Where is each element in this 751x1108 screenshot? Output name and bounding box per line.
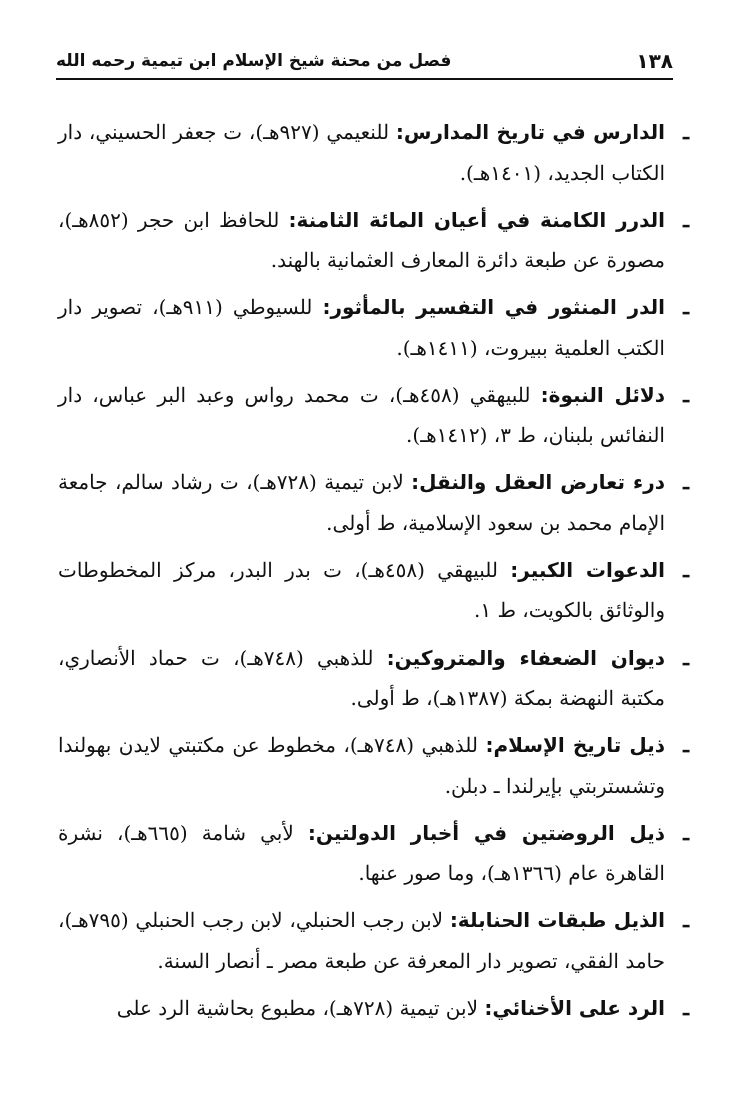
entry-details: لابن تيمية (٧٢٨هـ)، مطبوع بحاشية الرد على — [116, 995, 478, 1020]
entry-details: للنعيمي (٩٢٧هـ)، ت جعفر الحسيني، دار الكتاب الجديد، (١٤٠١هـ). — [58, 120, 665, 185]
entry-marker: ـ — [683, 382, 689, 407]
entry-title: درء تعارض العقل والنقل: — [411, 470, 665, 495]
bibliography-entry — [58, 900, 689, 981]
entry-details: للحافظ ابن حجر (٨٥٢هـ)، مصورة عن طبعة دائرة المعارف العثمانية بالهند. — [58, 207, 665, 273]
entry-title: الدرر الكامنة في أعيان المائة الثامنة: — [288, 207, 666, 232]
bibliography-entry — [58, 638, 689, 719]
entry-marker: ـ — [683, 120, 689, 144]
entry-title: الذيل طبقات الحنابلة: — [449, 908, 666, 933]
entry-marker: ـ — [683, 733, 689, 758]
entry-marker: ـ — [683, 207, 689, 232]
entry-marker: ـ — [683, 557, 689, 582]
entry-details: للبيهقي (٤٥٨هـ)، ت محمد رواس وعبد البر عباس، دار النفائس بلبنان، ط ٣، (١٤١٢هـ). — [58, 382, 665, 448]
bibliography-entry — [58, 112, 689, 193]
bibliography-entry — [58, 813, 689, 894]
entry-details: للذهبي (٧٤٨هـ)، مخطوط عن مكتبتي لايدن بهولندا وتشستربتي بإيرلندا ـ دبلن. — [58, 733, 665, 798]
entry-marker: ـ — [683, 295, 689, 320]
bibliography-entry — [58, 550, 689, 631]
entry-marker: ـ — [683, 470, 689, 495]
entry-marker: ـ — [683, 995, 689, 1020]
entry-details: لابن تيمية (٧٢٨هـ)، ت رشاد سالم، جامعة الإمام محمد بن سعود الإسلامية، ط أولى. — [58, 470, 665, 535]
entry-details: لأبي شامة (٦٦٥هـ)، نشرة القاهرة عام (١٣٦٦هـ)، وما صور عنها. — [58, 820, 665, 886]
entry-details: للبيهقي (٤٥٨هـ)، ت بدر البدر، مركز المخطوطات والوثائق بالكويت، ط ١. — [58, 557, 665, 623]
entry-title: ديوان الضعفاء والمتروكين: — [386, 645, 666, 670]
entry-title: الرد على الأخنائي: — [484, 995, 665, 1020]
entry-marker: ـ — [683, 820, 689, 845]
entry-title: الدعوات الكبير: — [510, 557, 665, 582]
bibliography-entry — [58, 988, 689, 1029]
entry-title: الدارس في تاريخ المدارس: — [395, 120, 665, 144]
entry-details: لابن رجب الحنبلي، لابن رجب الحنبلي (٧٩٥هـ)، حامد الفقي، تصوير دار المعرفة عن طبعة مصر ـ أنصار السنة. — [58, 908, 665, 973]
entry-title: دلائل النبوة: — [540, 382, 665, 407]
entry-details: للذهبي (٧٤٨هـ)، ت حماد الأنصاري، مكتبة النهضة بمكة (١٣٨٧هـ)، ط أولى. — [58, 645, 665, 711]
bibliography-list — [58, 112, 689, 1028]
bibliography-entry — [58, 200, 689, 281]
entry-title: الدر المنثور في التفسير بالمأثور: — [322, 295, 666, 320]
entry-details: للسيوطي (٩١١هـ)، تصوير دار الكتب العلمية ببيروت، (١٤١١هـ). — [58, 295, 665, 360]
bibliography-entry — [58, 287, 689, 368]
page-header — [56, 44, 673, 80]
bibliography-entry — [58, 462, 689, 543]
entry-title: ذيل الروضتين في أخبار الدولتين: — [307, 820, 666, 845]
entry-marker: ـ — [683, 645, 689, 670]
bibliography-entry — [58, 375, 689, 456]
entry-marker: ـ — [683, 908, 689, 933]
running-title: فصل من محنة شيخ الإسلام ابن تيمية رحمه الله — [56, 51, 452, 71]
page-number: ١٣٨ — [636, 49, 673, 73]
bibliography-entry — [58, 725, 689, 806]
entry-title: ذيل تاريخ الإسلام: — [485, 733, 666, 758]
